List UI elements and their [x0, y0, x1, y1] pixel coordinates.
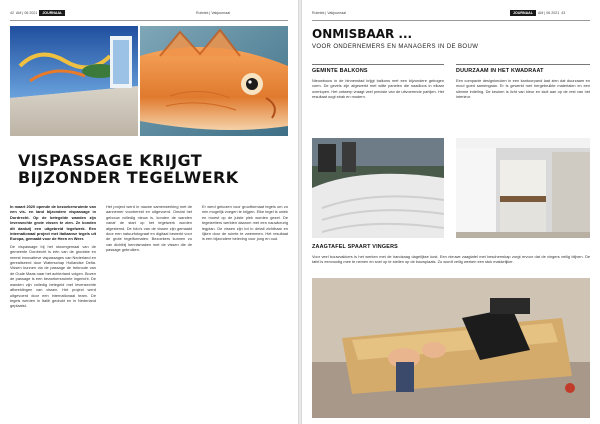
- column-2-body: Het project werd in nauwe samenwerking met de aannemer voorbereid en uitgevoerd. Omdat het gebouw volledig nieuw is, konden de wanden vanaf de start op het tegelwerk worden afgestemd. De foto's van de vissen zijn gemaakt door een natuurfotograaf en digitaal bewerkt voor de grote tegelformaten. Bezoekers kunnen zo van dichtbij kennismaken met de vissen die de passage gebruiken.: [106, 204, 192, 253]
- article-3-heading: ZAAGTAFEL SPAART VINGERS: [312, 244, 398, 250]
- balconies-illustration: [312, 138, 444, 238]
- column-1-body: De vispassage bij het stoomgemaal van de gemeente Dordrecht is één van de grootste en meest innovatieve vispassages van Nederland en gerealiseerd door Waterschap Hollandse Delta. Vissen kunnen via de passage de trekroute van de Oude Maas naar het achterland volgen. Boven de passage is een bezoekersruimte ingericht. De wanden zijn volledig betegeld met levensechte afbeeldingen van vissen. Het project werd uitgevoerd door een internationaal team. De tegels werden in Italië gedrukt en in Nederland geplaatst.: [10, 243, 96, 309]
- header-rule: [312, 20, 590, 21]
- article-1-body: Nieuwbouw in de binnenstad krijgt balkons met een bijzondere gebogen vorm. De gevels zijn afgewerkt met witte panelen die naadloos in elkaar overlopen. Het ontwerp vraagt veel precisie van de uitvoerende partijen. Het resultaat oogt strak en modern.: [312, 78, 444, 100]
- saw-table-photo: [312, 278, 590, 418]
- folio-tag: JOURNAAL: [39, 10, 65, 16]
- folio-number: 43: [561, 11, 566, 15]
- folio-tag: JOURNAAL: [510, 10, 536, 16]
- article-1-heading: GEMINTE BALKONS: [312, 68, 368, 74]
- left-column-1: [10, 204, 96, 416]
- kitchen-illustration: [456, 138, 590, 238]
- left-folio: [10, 8, 65, 18]
- section-title: ONMISBAAR ...: [312, 27, 413, 41]
- column-3-body: Er werd gekozen voor grootformaat tegels om zo min mogelijk voegen te krijgen. Elke tegel is uniek en moest op de juiste plek worden gezet. De tegelzetters werkten daarom met een nauwkeurig legplan. De vissen zijn tot in detail zichtbaar en lijken door de ruimte te zwemmen. Het resultaat is een bijzondere beleving voor jong en oud.: [202, 204, 288, 242]
- right-folio-section: [312, 8, 346, 18]
- room-illustration: [10, 26, 138, 136]
- article-intro: In maart 2020 opende de bezoekersruimte van een vis- en land bijzondere vispassage in Dordrecht. Op de betegelde wanden zijn levensechte grote vissen te zien. Ze konden dit dankzij een uitgebreid tegelwerk. Een internationaal project met Italiaanse tegels uit Europa, gemaakt voor de Heen en Weer.: [10, 204, 96, 242]
- right-folio: [510, 8, 565, 18]
- right-page: [302, 0, 600, 424]
- left-column-2: [106, 204, 192, 416]
- article-2-body: Een compacte designkeuken in een kantoorpand laat zien dat duurzaam en mooi goed samengaan. Er is gewerkt met hergebruikte materialen en een slimme indeling. De keuken is licht van kleur en sluit aan op de rest van het interieur.: [456, 78, 590, 100]
- header-rule: [10, 20, 288, 21]
- article-2-heading: DUURZAAM IN HET KWADRAAT: [456, 68, 544, 74]
- left-column-3: [202, 204, 288, 416]
- article-1-rule: [312, 64, 444, 65]
- folio-issue: AM | 06 2021: [537, 11, 560, 15]
- fish-closeup-photo: [140, 26, 288, 136]
- balconies-photo: [312, 138, 444, 238]
- left-folio-section: [196, 8, 230, 18]
- article-2-rule: [456, 64, 590, 65]
- article-title: VISPASSAGE KRIJGT BIJZONDER TEGELWERK: [18, 151, 239, 187]
- folio-section: Rubriek | Vakjournaal: [312, 11, 347, 15]
- saw-illustration: [312, 278, 590, 418]
- folio-number: 42: [10, 11, 14, 15]
- kitchen-photo: [456, 138, 590, 238]
- vispassage-room-photo: [10, 26, 138, 136]
- fish-illustration: [140, 26, 288, 136]
- folio-issue: AM | 06 2021: [16, 11, 38, 15]
- left-page: [0, 0, 298, 424]
- article-3-body: Voor veel bouwvakkers is het werken met de handzaag dagelijkse kost. Een nieuwe zaagtafel met beschermkap zorgt ervoor dat de vingers veilig blijven. De tafel is eenvoudig mee te nemen en snel op te stellen op de bouwplaats. Zo wordt veilig werken een stuk makkelijker.: [312, 254, 590, 265]
- folio-section: Rubriek | Vakjournaal: [196, 11, 231, 15]
- section-subtitle: VOOR ONDERNEMERS EN MANAGERS IN DE BOUW: [312, 44, 479, 50]
